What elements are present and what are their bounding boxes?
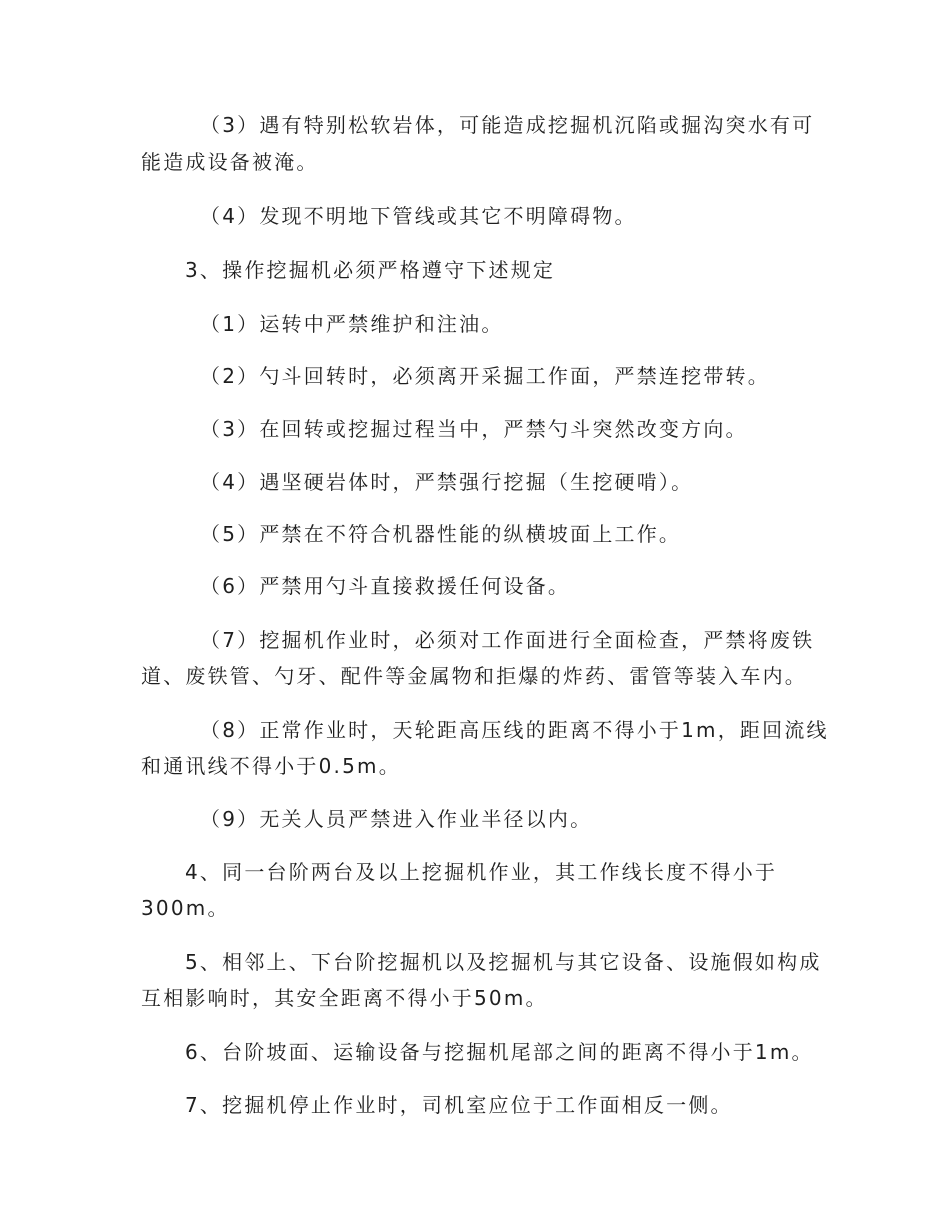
rule-6: （6）严禁用勺斗直接救援任何设备。 <box>200 574 571 598</box>
rule-3: （3）在回转或挖掘过程当中，严禁勺斗突然改变方向。 <box>200 417 748 441</box>
section-5-line-2: 互相影响时，其安全距离不得小于50m。 <box>141 986 548 1010</box>
rule-7-line-2: 道、废铁管、勺牙、配件等金属物和拒爆的炸药、雷管等装入车内。 <box>141 664 807 688</box>
section-4-line-1: 4、同一台阶两台及以上挖掘机作业，其工作线长度不得小于 <box>185 860 778 884</box>
rule-8-line-2: 和通讯线不得小于0.5m。 <box>141 754 401 778</box>
section-3-heading: 3、操作挖掘机必须严格遵守下述规定 <box>185 258 556 282</box>
item-3-3-line-1: （3）遇有特别松软岩体，可能造成挖掘机沉陷或掘沟突水有可 <box>200 113 815 137</box>
section-7: 7、挖掘机停止作业时，司机室应位于工作面相反一侧。 <box>185 1093 733 1117</box>
rule-1: （1）运转中严禁维护和注油。 <box>200 312 504 336</box>
section-6: 6、台阶坡面、运输设备与挖掘机尾部之间的距离不得小于1m。 <box>185 1040 814 1064</box>
rule-4: （4）遇坚硬岩体时，严禁强行挖掘（生挖硬啃）。 <box>200 470 694 494</box>
item-3-3-line-2: 能造成设备被淹。 <box>141 150 319 174</box>
rule-5: （5）严禁在不符合机器性能的纵横坡面上工作。 <box>200 522 682 546</box>
section-5-line-1: 5、相邻上、下台阶挖掘机以及挖掘机与其它设备、设施假如构成 <box>185 950 822 974</box>
rule-7-line-1: （7）挖掘机作业时，必须对工作面进行全面检查，严禁将废铁 <box>200 628 815 652</box>
section-4-line-2: 300m。 <box>141 896 230 920</box>
rule-8-line-1: （8）正常作业时，天轮距高压线的距离不得小于1m，距回流线 <box>200 718 829 742</box>
rule-2: （2）勺斗回转时，必须离开采掘工作面，严禁连挖带转。 <box>200 364 770 388</box>
item-3-4: （4）发现不明地下管线或其它不明障碍物。 <box>200 204 637 228</box>
rule-9: （9）无关人员严禁进入作业半径以内。 <box>200 807 593 831</box>
